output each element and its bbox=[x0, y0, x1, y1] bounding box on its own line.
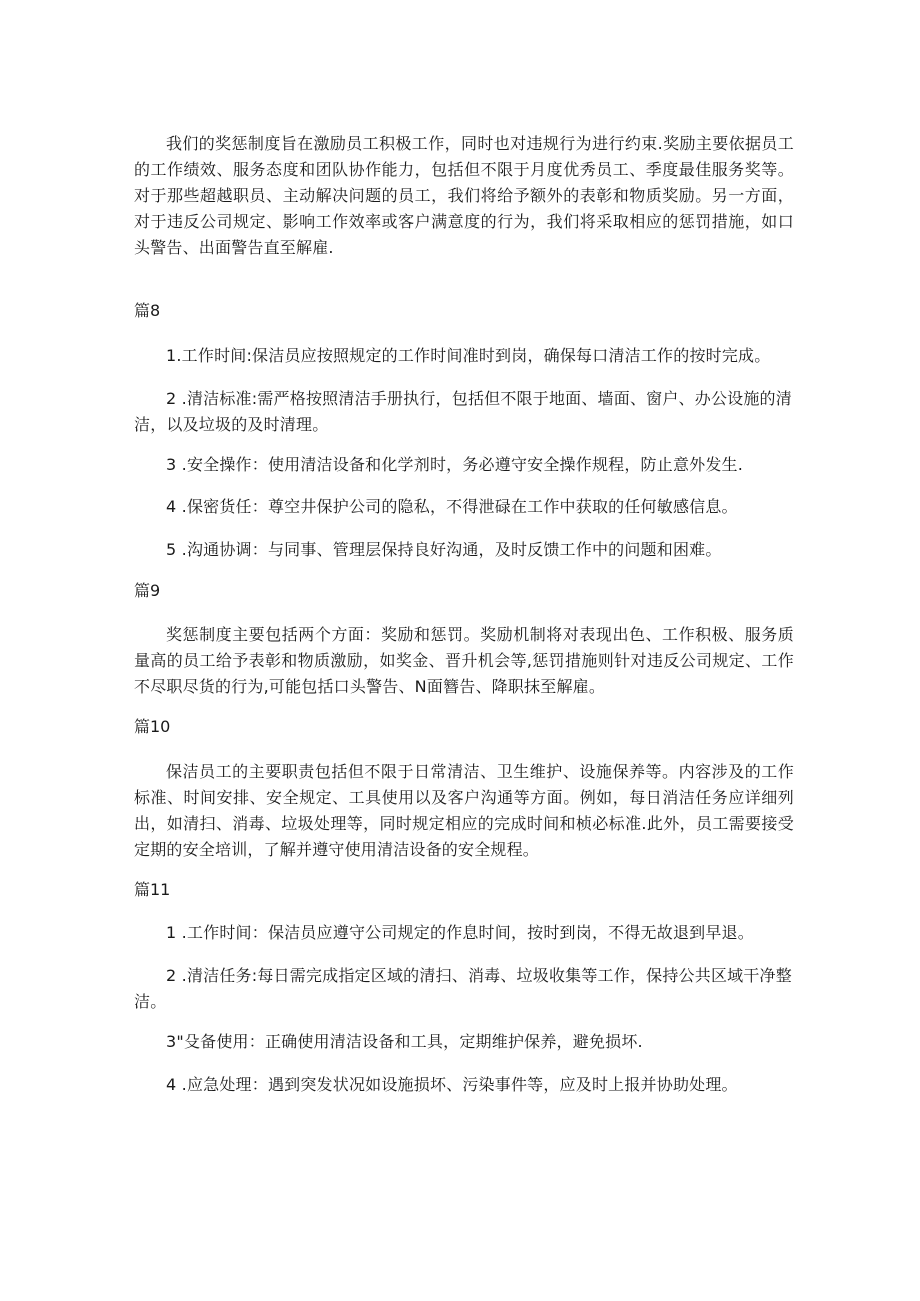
intro-paragraph: 我们的奖惩制度旨在激励员工积极工作，同时也对违规行为进行约束.奖励主要依据员工的工作绩效、服务态度和团队协作能力，包括但不限于月度优秀员工、季度最佳服务奖等。对于那些超越职员、主动解决问题的员工，我们将给予额外的表彰和物质奖励。另一方面，对于违反公司规定、影响工作效率或客户满意度的行为，我们将采取相应的惩罚措施，如口头警告、出面警告直至解雇. bbox=[134, 134, 794, 257]
section-10-heading: 篇10 bbox=[134, 717, 171, 736]
section-8-item-3: 3 .安全操作：使用清洁设备和化学剂时，务必遵守安全操作规程，防止意外发生. bbox=[166, 455, 744, 474]
section-9-heading: 篇9 bbox=[134, 581, 161, 600]
section-8-heading: 篇8 bbox=[134, 301, 161, 320]
section-11-item-3: 3"殳备使用：正确使用清洁设备和工具，定期维护保养，避免损坏. bbox=[166, 1032, 643, 1051]
section-8-item-5: 5 .沟通协调：与同事、管理层保持良好沟通，及时反馈工作中的问题和困难。 bbox=[166, 540, 722, 559]
section-8-item-1: 1.工作时间:保洁员应按照规定的工作时间准时到岗，确保每口清洁工作的按时完成。 bbox=[166, 346, 771, 365]
section-9-paragraph: 奖惩制度主要包括两个方面：奖励和惩罚。奖励机制将对表现出色、工作积极、服务质量高的员工给予表彰和物质激励，如奖金、晋升机会等,惩罚措施则针对违反公司规定、工作不尽职尽货的行为,可能包括口头警告、N面簪告、降职抹至解雇。 bbox=[134, 625, 794, 696]
section-10-paragraph: 保洁员工的主要职责包括但不限于日常清洁、卫生维护、设施保养等。内容涉及的工作标准、时间安排、安全规定、工具使用以及客户沟通等方面。例如，每日消洁任务应详细列出，如清扫、消毒、垃圾处理等，同时规定相应的完成时间和桢必标准.此外，员工需要接受定期的安全培训，了解并遵守使用清洁设备的安全规程。 bbox=[134, 762, 794, 859]
section-8-item-4: 4 .保密货任：尊空井保护公司的隐私，不得泄碌在工作中获取的任何敏感信息。 bbox=[166, 497, 738, 516]
section-11-item-1: 1 .工作时间：保洁员应遵守公司规定的作息时间，按时到岗，不得无故退到早退。 bbox=[166, 923, 754, 942]
section-11-item-4: 4 .应急处理：遇到突发状况如设施损坏、污染事件等，应及时上报并协助处理。 bbox=[166, 1075, 738, 1094]
section-8-item-2: 2 .清洁标准:需严格按照清洁手册执行，包括但不限于地面、墙面、窗户、办公设施的清洁，以及垃圾的及时清理。 bbox=[134, 389, 792, 434]
section-11-heading: 篇11 bbox=[134, 880, 171, 899]
section-11-item-2: 2 .清洁任务:每日需完成指定区域的清扫、消毒、垃圾收集等工作，保持公共区域干净整洁。 bbox=[134, 966, 792, 1011]
